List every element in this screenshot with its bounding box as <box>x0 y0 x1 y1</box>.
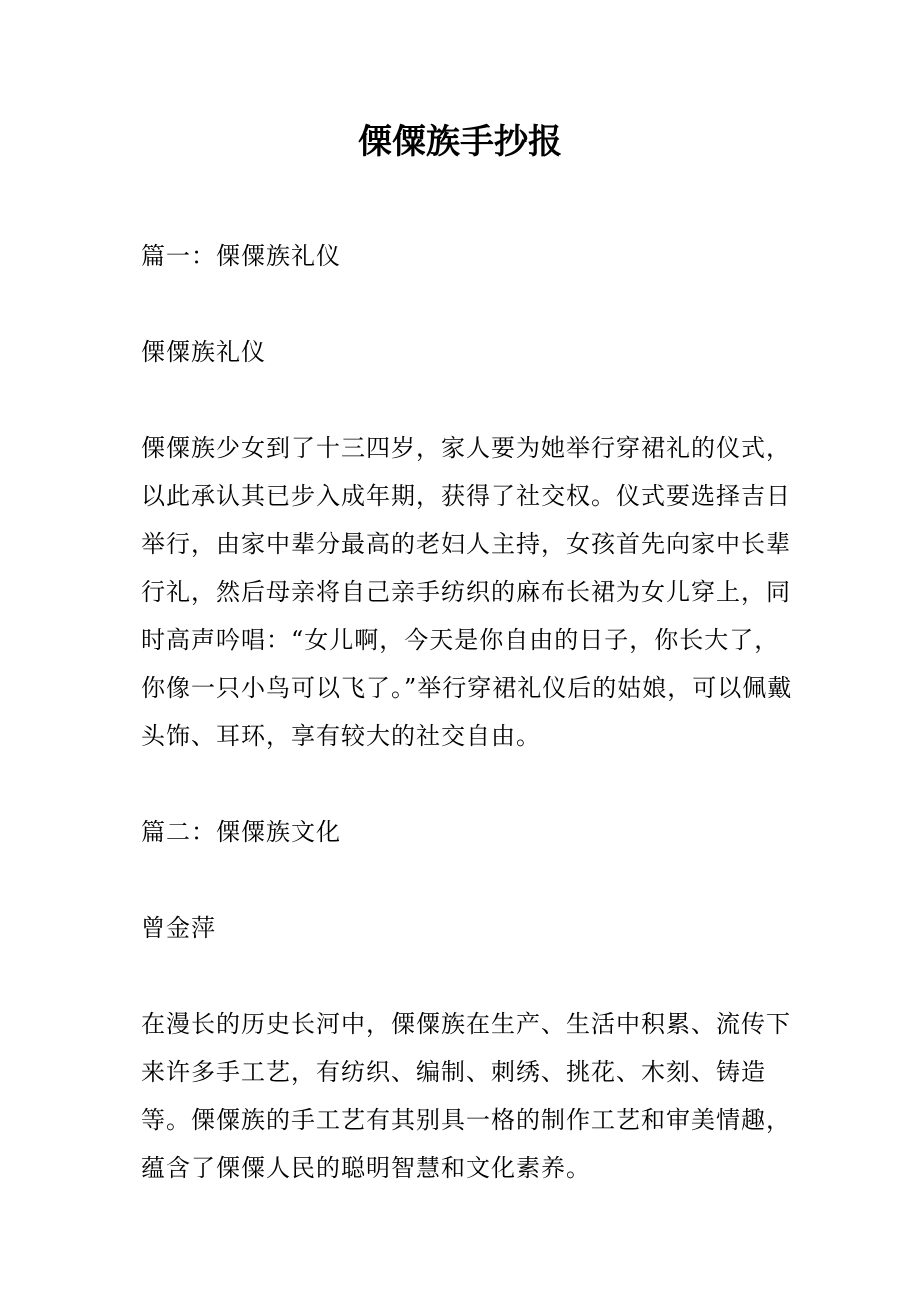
paragraph-culture: 在漫长的历史长河中，傈僳族在生产、生活中积累、流传下来许多手工艺，有纺织、编制、刺绣、挑花、木刻、铸造等。傈僳族的手工艺有其别具一格的制作工艺和审美情趣，蕴含了傈僳人民的聪明智慧和文化素养。 <box>141 1010 791 1182</box>
paragraph-etiquette: 傈僳族少女到了十三四岁，家人要为她举行穿裙礼的仪式，以此承认其已步入成年期，获得了社交权。仪式要选择吉日举行，由家中辈分最高的老妇人主持，女孩首先向家中长辈行礼，然后母亲将自己亲手纺织的麻布长裙为女儿穿上，同时高声吟唱：“女儿啊，今天是你自由的日子，你长大了，你像一只小鸟可以飞了。”举行穿裙礼仪后的姑娘，可以佩戴头饰、耳环，享有较大的社交自由。 <box>141 434 793 750</box>
document-body <box>141 232 801 1240</box>
subheading-etiquette: 傈僳族礼仪 <box>141 338 266 366</box>
document-title: 傈僳族手抄报 <box>358 122 562 162</box>
section-heading-2: 篇二：傈僳族文化 <box>141 818 341 846</box>
section-heading-1: 篇一：傈僳族礼仪 <box>141 242 341 270</box>
author-name: 曾金萍 <box>141 914 216 942</box>
